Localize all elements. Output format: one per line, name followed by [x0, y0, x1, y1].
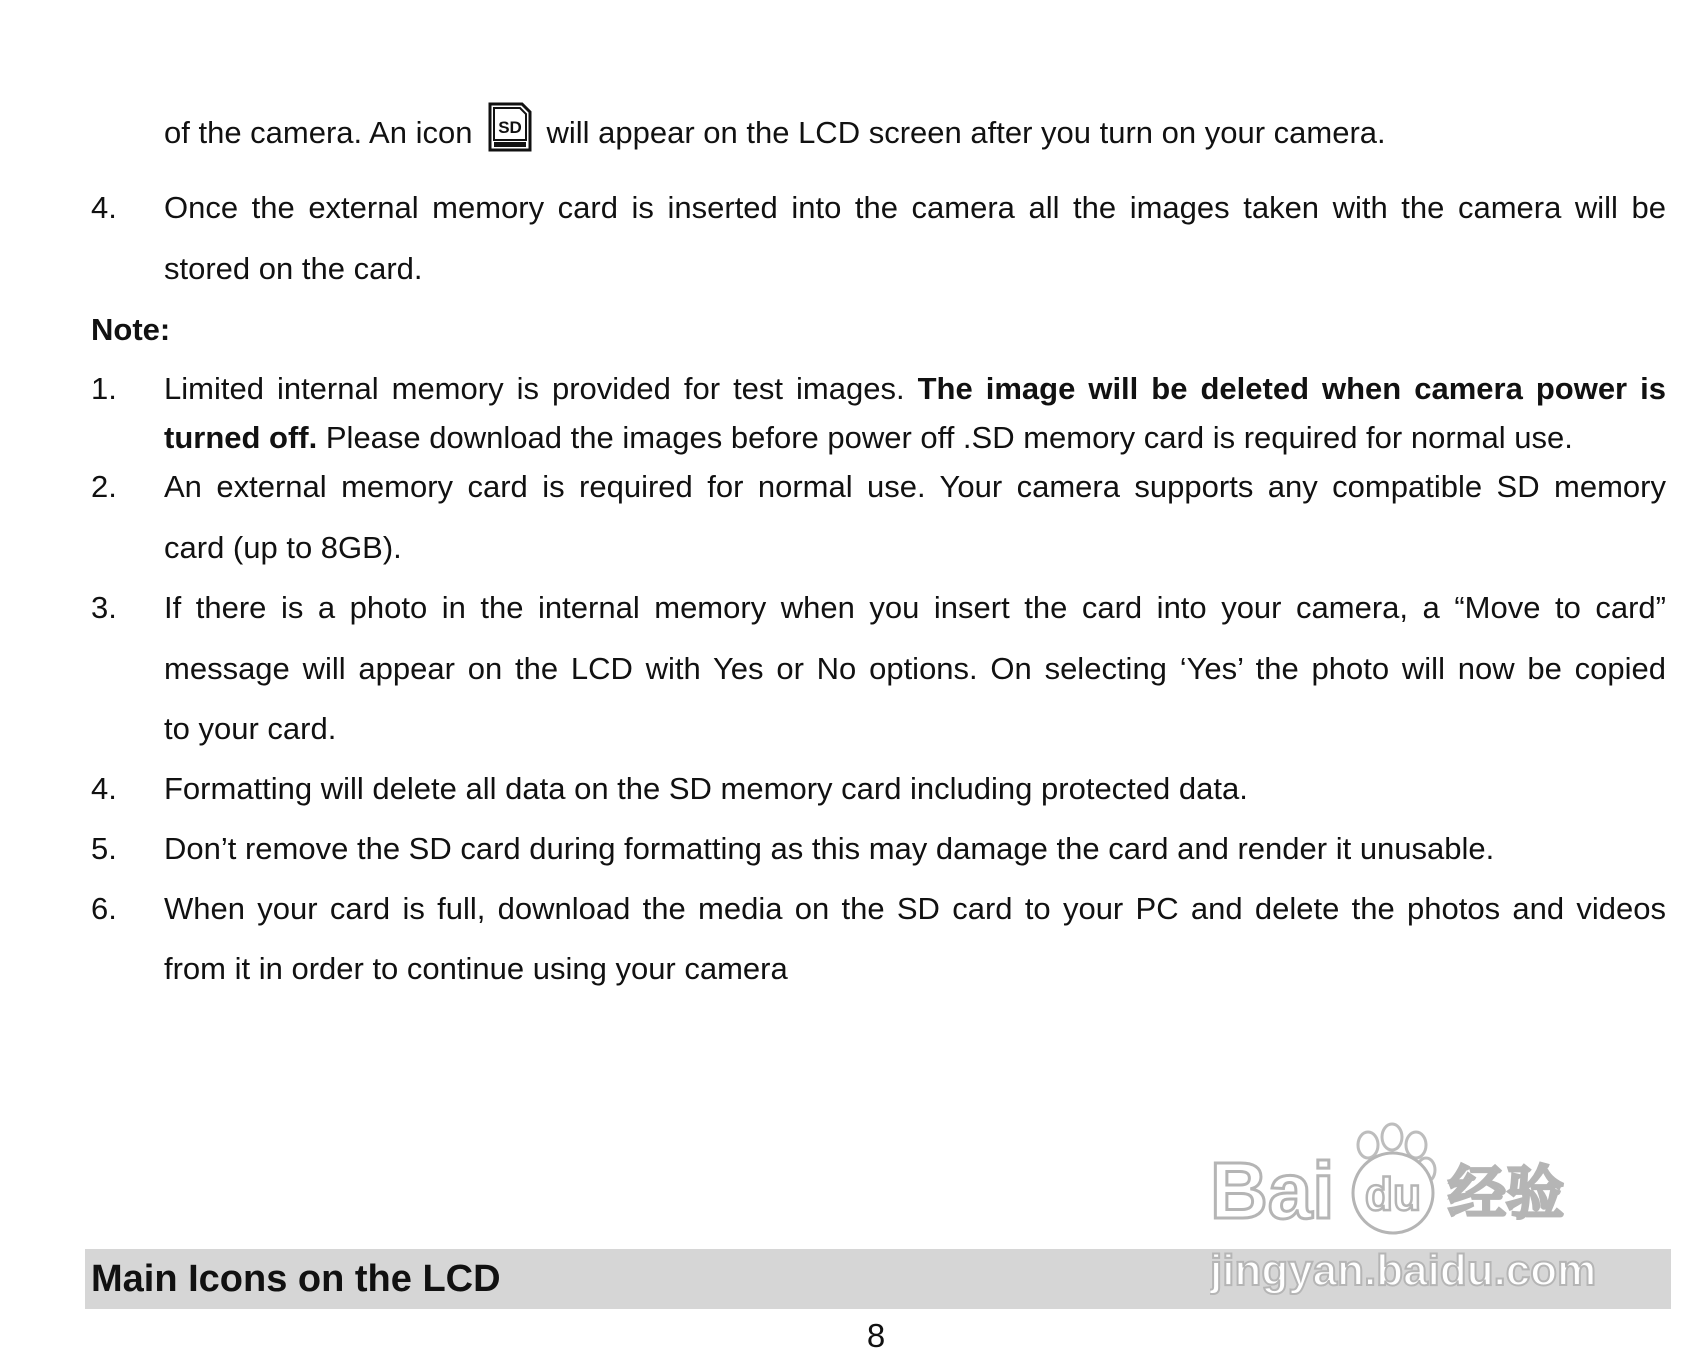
note-item-1-line1-bold: The image will be deleted when camera power is — [917, 371, 1666, 406]
note-item-6-line2: from it in order to continue using your camera — [164, 951, 788, 986]
note-item-4-line1: Formatting will delete all data on the SD memory card including protected data. — [164, 771, 1248, 806]
note-item-2-line2: card (up to 8GB). — [164, 530, 402, 565]
note-item-5-number: 5. — [91, 831, 117, 866]
intro-text-after-icon: will appear on the LCD screen after you turn on your camera. — [546, 115, 1386, 151]
note-item-3-number: 3. — [91, 590, 117, 625]
step4-line2: stored on the card. — [164, 251, 423, 286]
intro-line — [164, 110, 1386, 160]
step4-number: 4. — [91, 190, 117, 225]
note-heading: Note: — [91, 312, 171, 347]
note-item-4-number: 4. — [91, 771, 117, 806]
note-item-5-line1: Don’t remove the SD card during formatting as this may damage the card and render it unusable. — [164, 831, 1495, 866]
step4-line1: Once the external memory card is inserted into the camera all the images taken with the camera will be — [164, 190, 1666, 225]
note-item-2-number: 2. — [91, 469, 117, 504]
note-item-1-line1 — [164, 369, 1666, 409]
note-item-1-line2-normal: Please download the images before power off .SD memory card is required for normal use. — [325, 420, 1573, 455]
note-item-2-line1: An external memory card is required for normal use. Your camera supports any compatible SD memory — [164, 469, 1666, 504]
note-item-1-line2 — [164, 418, 1666, 458]
baidu-jingyan-watermark — [1210, 1115, 1630, 1315]
sd-icon-label: SD — [498, 118, 523, 137]
note-item-1-line2-bold: turned off. — [164, 420, 318, 455]
sd-card-icon — [486, 102, 532, 152]
note-item-3-line3: to your card. — [164, 711, 337, 746]
note-item-3-line2: message will appear on the LCD with Yes or No options. On selecting ‘Yes’ the photo will now be copied — [164, 651, 1666, 686]
watermark-url: jingyan.baidu.com — [1210, 1246, 1597, 1295]
baidu-watermark-logo — [1210, 1115, 1630, 1315]
section-title: Main Icons on the LCD — [91, 1258, 501, 1300]
note-item-1-line1-normal: Limited internal memory is provided for test images. — [164, 371, 905, 406]
watermark-brand: Bai — [1210, 1146, 1335, 1235]
note-item-3-line1: If there is a photo in the internal memory when you insert the card into your camera, a “Move to card” — [164, 590, 1666, 625]
note-item-6-number: 6. — [91, 891, 117, 926]
note-item-6-line1: When your card is full, download the media on the SD card to your PC and delete the photos and videos — [164, 891, 1666, 926]
watermark-brand-du: du — [1364, 1168, 1422, 1220]
page-number: 8 — [866, 1317, 886, 1354]
watermark-chinese: 经验 — [1448, 1159, 1565, 1227]
note-item-1-number: 1. — [91, 371, 117, 406]
intro-text-before-icon: of the camera. An icon — [164, 115, 473, 151]
